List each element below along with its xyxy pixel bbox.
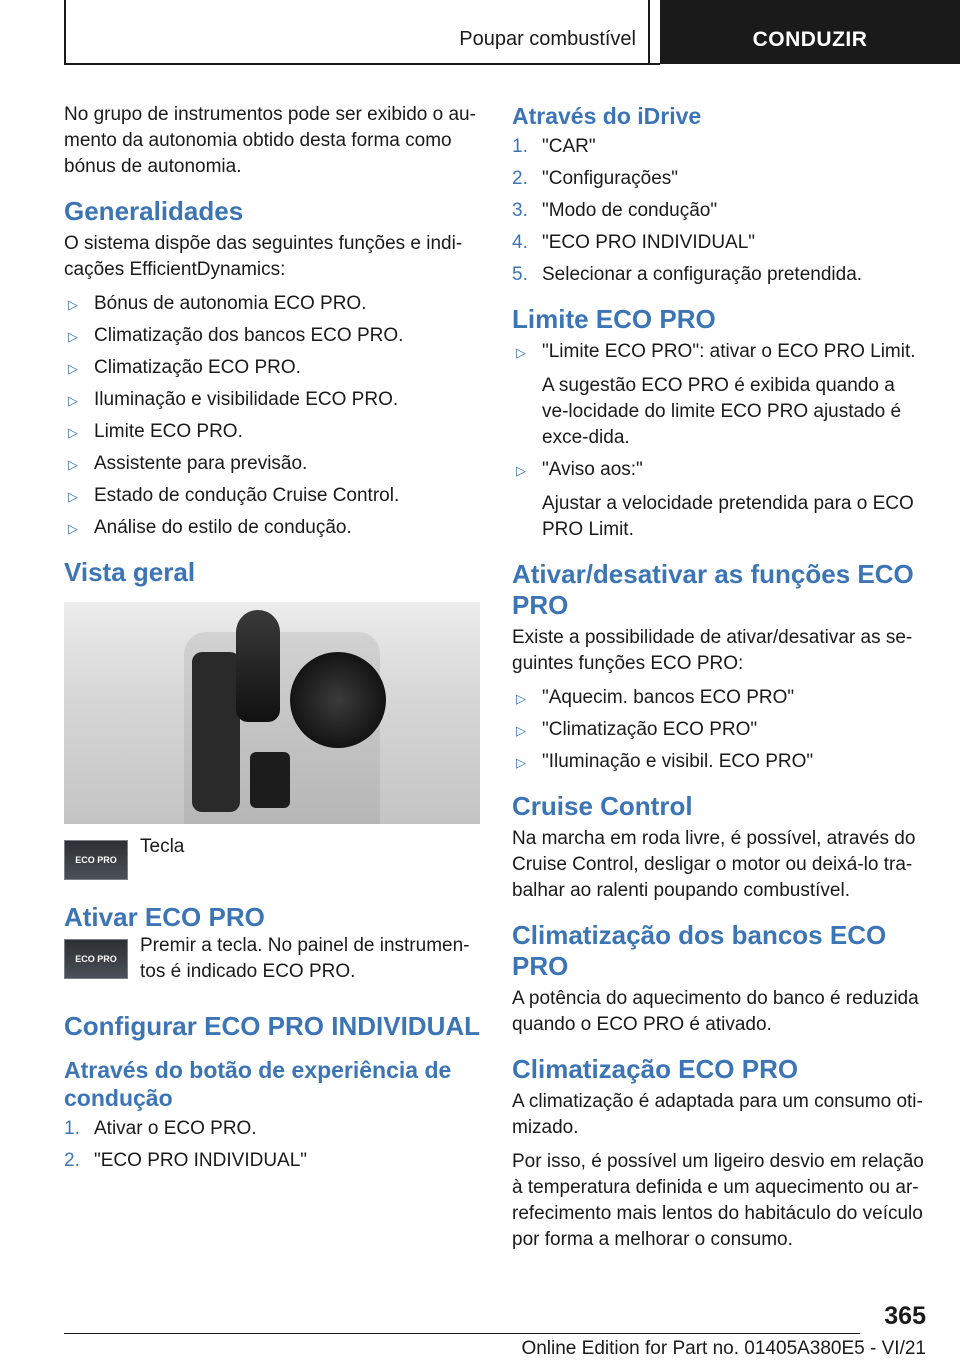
triangle-bullet-icon: ▷ [68, 457, 78, 472]
header-bottom-rule [64, 63, 660, 65]
triangle-bullet-icon: ▷ [68, 329, 78, 344]
list-item: ▷ Assistente para previsão. [64, 451, 480, 477]
header-section-title: Poupar combustível [459, 28, 636, 50]
triangle-bullet-icon: ▷ [516, 463, 526, 478]
ativar-desativar-list [512, 685, 926, 775]
triangle-bullet-icon: ▷ [516, 723, 526, 738]
header-separator [648, 0, 650, 64]
list-item: 2. "Configurações" [512, 168, 679, 189]
heading-ativar-eco-pro: Ativar ECO PRO [64, 902, 265, 932]
list-item: 2. "ECO PRO INDIVIDUAL" [64, 1150, 308, 1171]
activate-row [64, 935, 480, 985]
left-column [64, 102, 480, 1180]
limite-list [512, 339, 926, 543]
triangle-bullet-icon: ▷ [68, 393, 78, 408]
header-chapter-tab [660, 0, 960, 64]
footer-edition: Online Edition for Part no. 01405A380E5 - VI/21 [521, 1338, 926, 1359]
drive-mode-panel [192, 652, 240, 812]
list-item: ▷ Análise do estilo de condução. [64, 515, 480, 541]
heading-ativar-desativar: Ativar/desativar as funções ECO PRO [512, 559, 914, 620]
footer-rule [64, 1333, 860, 1334]
heading-botao-experiencia: Através do botão de experiência de condução [64, 1057, 452, 1111]
key-caption: Tecla [140, 836, 185, 857]
gear-selector [236, 610, 280, 722]
list-item: ▷ Bónus de autonomia ECO PRO. [64, 291, 480, 317]
triangle-bullet-icon: ▷ [516, 691, 526, 706]
header-left-rule [64, 0, 66, 64]
list-item: 1. Ativar o ECO PRO. [64, 1118, 257, 1139]
heading-configurar: Configurar ECO PRO INDIVIDUAL [64, 1011, 481, 1041]
heading-idrive: Através do iDrive [512, 103, 702, 129]
list-item: ▷ Iluminação e visibilidade ECO PRO. [64, 387, 480, 413]
list-item: ▷ Climatização dos bancos ECO PRO. [64, 323, 480, 349]
list-item: 3. "Modo de condução" [512, 200, 718, 221]
list-item: 5. Selecionar a configuração pretendida. [512, 264, 863, 285]
list-item: ▷ "Climatização ECO PRO" [512, 717, 926, 743]
heading-vista-geral: Vista geral [64, 557, 196, 587]
bancos-paragraph: A potência do aquecimento do banco é reduzida quando o ECO PRO é ativado. [512, 988, 919, 1035]
eco-pro-key-icon: ECO PRO [64, 939, 128, 979]
ativar-desativar-paragraph: Existe a possibilidade de ativar/desativar as se-guintes funções ECO PRO: [512, 627, 913, 674]
chapter-label: CONDUZIR [752, 28, 868, 51]
idrive-controller [290, 652, 386, 748]
list-item: 1. "CAR" [512, 136, 596, 157]
list-item: ▷ Climatização ECO PRO. [64, 355, 480, 381]
heading-climatizacao: Climatização ECO PRO [512, 1054, 799, 1084]
list-item: ▷ "Aviso aos:" Ajustar a velocidade pretendida para o ECO PRO Limit. [516, 459, 914, 540]
idrive-steps [512, 134, 926, 288]
heading-climatizacao-bancos: Climatização dos bancos ECO PRO [512, 920, 887, 981]
botao-steps [64, 1116, 480, 1174]
triangle-bullet-icon: ▷ [68, 425, 78, 440]
center-console-photo [64, 602, 480, 824]
page-number: 365 [884, 1302, 926, 1330]
triangle-bullet-icon: ▷ [68, 521, 78, 536]
activate-text: Premir a tecla. No painel de instrumen-tos é indicado ECO PRO. [140, 935, 470, 982]
list-item: 4. "ECO PRO INDIVIDUAL" [512, 232, 756, 253]
clima-paragraph-2: Por isso, é possível um ligeiro desvio em relação à temperatura definida e um aquecimento ou ar-refecimento mais lentos do habitáculo do veículo por forma a melhorar o consumo. [512, 1151, 924, 1250]
list-item: ▷ Estado de condução Cruise Control. [64, 483, 480, 509]
clima-paragraph-1: A climatização é adaptada para um consumo oti-mizado. [512, 1091, 923, 1138]
heading-limite: Limite ECO PRO [512, 304, 716, 334]
heading-generalidades: Generalidades [64, 196, 244, 226]
features-list [64, 291, 480, 541]
triangle-bullet-icon: ▷ [68, 361, 78, 376]
triangle-bullet-icon: ▷ [516, 755, 526, 770]
eco-pro-key-icon: ECO PRO [64, 840, 128, 880]
list-item: ▷ "Limite ECO PRO": ativar o ECO PRO Limit. A sugestão ECO PRO é exibida quando a ve-locidade do limite ECO PRO ajustado é exce-dida. [516, 341, 916, 448]
key-legend [64, 836, 480, 880]
parking-brake-button [250, 752, 290, 808]
list-item: ▷ Limite ECO PRO. [64, 419, 480, 445]
list-item: ▷ "Aquecim. bancos ECO PRO" [512, 685, 926, 711]
cruise-paragraph: Na marcha em roda livre, é possível, através do Cruise Control, desligar o motor ou deixá-lo tra-balhar ao ralenti poupando combustível. [512, 828, 916, 901]
triangle-bullet-icon: ▷ [68, 489, 78, 504]
triangle-bullet-icon: ▷ [516, 345, 526, 360]
right-column [512, 102, 926, 1261]
triangle-bullet-icon: ▷ [68, 297, 78, 312]
generalidades-paragraph: O sistema dispõe das seguintes funções e indi-cações EfficientDynamics: [64, 233, 463, 280]
intro-paragraph: No grupo de instrumentos pode ser exibido o au-mento da autonomia obtido desta forma como bónus de autonomia. [64, 104, 476, 177]
heading-cruise-control: Cruise Control [512, 791, 693, 821]
list-item: ▷ "Iluminação e visibil. ECO PRO" [512, 749, 926, 775]
